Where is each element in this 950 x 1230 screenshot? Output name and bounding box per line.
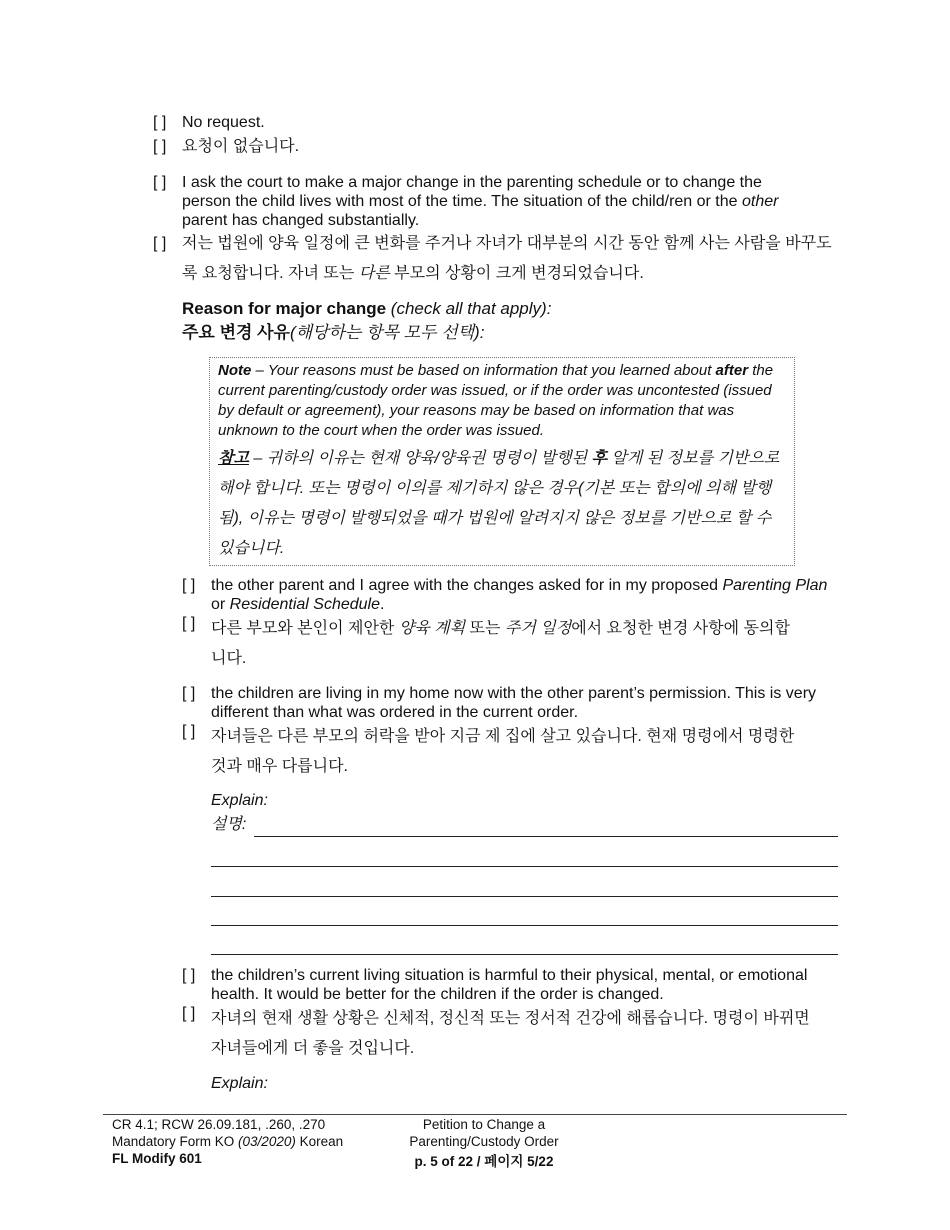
checkbox-harmful-ko[interactable]: [ ] — [182, 1005, 196, 1022]
no-request-ko-label: 요청이 없습니다. — [182, 138, 300, 155]
footer-page-number: p. 5 of 22 / 페이지 5/22 — [414, 1154, 554, 1169]
explain-line-5[interactable] — [211, 954, 838, 955]
checkbox-no-request-ko[interactable]: [ ] — [153, 138, 167, 155]
explain-line-1[interactable] — [254, 836, 838, 837]
agree-en-text: the other parent and I agree with the changes asked for in my proposed Parenting Plan or Residential Schedule. — [211, 577, 828, 613]
checkbox-major-change-ko[interactable]: [ ] — [153, 235, 167, 252]
footer-left — [112, 1116, 412, 1167]
footer-rcw: CR 4.1; RCW 26.09.181, .260, .270 — [112, 1117, 326, 1132]
explain2-label-en: Explain: — [211, 1075, 268, 1092]
explain-line-4[interactable] — [211, 925, 838, 926]
checkbox-living-ko[interactable]: [ ] — [182, 723, 196, 740]
note-text-ko: 참고 – 귀하의 이유는 현재 양육/양육권 명령이 발행된 후 알게 된 정보를 기반으로 해야 합니다. 또는 명령이 이의를 제기하지 않은 경우(기본 또는 합의에 의해 발행됨), 이유는 명령이 발행되었을 때가 법원에 알려지지 않은 정보를 기반으로 할 수 있습니다. — [218, 450, 780, 557]
footer-title-1: Petition to Change a — [422, 1117, 546, 1132]
footer-form: Mandatory Form KO (03/2020) Korean — [112, 1134, 344, 1149]
note-text-en: Note – Your reasons must be based on information that you learned about after the current parenting/custody order was issued, or if the order was uncontested (issued by default or agreement), your reasons may be based on information that was unknown to the court when the order was issued. — [218, 362, 774, 439]
explain-line-3[interactable] — [211, 896, 838, 897]
harmful-en-text: the children’s current living situation is harmful to their physical, mental, or emotional health. It would be better for the children if the order is changed. — [211, 967, 808, 1003]
footer-title-2: Parenting/Custody Order — [409, 1134, 559, 1149]
footer-rule — [103, 1114, 847, 1115]
footer-center — [384, 1116, 584, 1170]
checkbox-harmful-en[interactable]: [ ] — [182, 967, 196, 984]
living-ko-text: 자녀들은 다른 부모의 허락을 받아 지금 제 집에 살고 있습니다. 현재 명령에서 명령한 것과 매우 다릅니다. — [211, 728, 795, 775]
explain-label-en: Explain: — [211, 792, 268, 809]
explain-line-2[interactable] — [211, 866, 838, 867]
major-change-ko-text: 저는 법원에 양육 일정에 큰 변화를 주거나 자녀가 대부분의 시간 동안 함께 사는 사람을 바꾸도록 요청합니다. 자녀 또는 다른 부모의 상황이 크게 변경되었습니다. — [182, 235, 832, 282]
checkbox-major-change-en[interactable]: [ ] — [153, 174, 167, 191]
agree-ko-text: 다른 부모와 본인이 제안한 양육 계획 또는 주거 일정에서 요청한 변경 사항에 동의합니다. — [211, 620, 790, 667]
reason-title-en: Reason for major change (check all that apply): — [182, 299, 552, 318]
checkbox-agree-ko[interactable]: [ ] — [182, 615, 196, 632]
explain-label-ko: 설명: — [211, 816, 247, 833]
checkbox-agree-en[interactable]: [ ] — [182, 577, 196, 594]
living-en-text: the children are living in my home now with the other parent’s permission. This is very different than what was ordered in the current order. — [211, 685, 817, 721]
reason-title-ko: 주요 변경 사유(해당하는 항목 모두 선택): — [182, 323, 485, 342]
no-request-en-label: No request. — [182, 114, 265, 131]
note-box — [209, 357, 795, 566]
checkbox-no-request-en[interactable]: [ ] — [153, 114, 167, 131]
checkbox-living-en[interactable]: [ ] — [182, 685, 196, 702]
major-change-en-text: I ask the court to make a major change in the parenting schedule or to change the person the child lives with most of the time. The situation of the child/ren or the other parent has changed substantially. — [182, 174, 779, 229]
footer-form-id: FL Modify 601 — [112, 1151, 202, 1166]
harmful-ko-text: 자녀의 현재 생활 상황은 신체적, 정신적 또는 정서적 건강에 해롭습니다. 명령이 바뀌면 자녀들에게 더 좋을 것입니다. — [211, 1010, 810, 1057]
